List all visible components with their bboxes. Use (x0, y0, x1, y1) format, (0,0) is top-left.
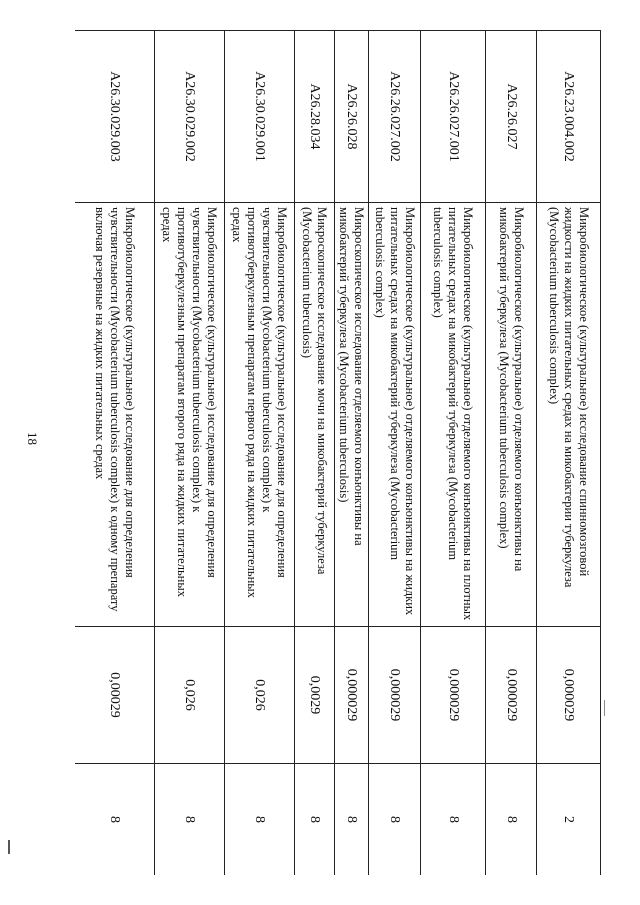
service-description-cell: Микробиологическое (культуральное) отделяемого конъюнктивы на микобактерий туберкулеза (Mycobacterium tuberculosis complex) (486, 203, 537, 627)
service-code-cell: A26.30.029.003 (75, 31, 155, 203)
multiplicity-cell: 8 (155, 764, 225, 876)
scan-mark (8, 840, 10, 854)
service-code-cell: A26.30.029.001 (225, 31, 295, 203)
multiplicity-cell: 8 (335, 764, 369, 876)
multiplicity-cell: 8 (421, 764, 486, 876)
table-row (486, 31, 537, 876)
table-row (369, 31, 421, 876)
page-number: 18 (25, 432, 40, 445)
frequency-cell: 0,000029 (335, 627, 369, 764)
service-description-cell: Микробиологическое (культуральное) исследование спинномозговой жидкости на жидких питательных средах на микобактерии туберкулеза (Mycobacterium tuberculosis complex) (537, 203, 601, 627)
service-description-cell: Микробиологическое (культуральное) отделяемого конъюнктивы на плотных питательных средах на микобактерий туберкулеза (Mycobacterium tuberculosis complex) (421, 203, 486, 627)
service-description-cell: Микроскопическое исследование мочи на микобактерий туберкулеза (Mycobacterium tuberculosis) (295, 203, 335, 627)
service-code-cell: A26.23.004.002 (537, 31, 601, 203)
table-row (225, 31, 295, 876)
scan-mark (604, 700, 605, 716)
multiplicity-cell: 8 (225, 764, 295, 876)
service-code-cell: A26.26.027 (486, 31, 537, 203)
service-code-cell: A26.26.027.002 (369, 31, 421, 203)
multiplicity-cell: 8 (486, 764, 537, 876)
table-row (537, 31, 601, 876)
service-code-cell: A26.30.029.002 (155, 31, 225, 203)
frequency-cell: 0,000029 (421, 627, 486, 764)
table-row (335, 31, 369, 876)
multiplicity-cell: 2 (537, 764, 601, 876)
table-row (155, 31, 225, 876)
multiplicity-cell: 8 (75, 764, 155, 876)
frequency-cell: 0,000029 (369, 627, 421, 764)
service-code-cell: A26.26.027.001 (421, 31, 486, 203)
rotated-table-container (75, 30, 601, 875)
service-description-cell: Микробиологическое (культуральное) исследование для определения чувствительности (Mycobacterium tuberculosis complex) к противотуберкулезным препаратам первого ряда на жидких питательных средах (225, 203, 295, 627)
frequency-cell: 0,000029 (537, 627, 601, 764)
frequency-cell: 0,0029 (295, 627, 335, 764)
table-row (295, 31, 335, 876)
service-description-cell: Микроскопическое исследование отделяемого конъюнктивы на микобактерий туберкулеза (Mycobacterium tuberculosis) (335, 203, 369, 627)
service-code-cell: A26.26.028 (335, 31, 369, 203)
multiplicity-cell: 8 (369, 764, 421, 876)
multiplicity-cell: 8 (295, 764, 335, 876)
frequency-cell: 0,00029 (75, 627, 155, 764)
table-row (75, 31, 155, 876)
frequency-cell: 0,000029 (486, 627, 537, 764)
service-description-cell: Микробиологическое (культуральное) исследование для определения чувствительности (Mycobacterium tuberculosis complex) к противотуберкулезным препаратам второго ряда на жидких питательных средах (155, 203, 225, 627)
table-row (421, 31, 486, 876)
service-description-cell: Микробиологическое (культуральное) отделяемого конъюнктивы на жидких питательных средах на микобактерий туберкулеза (Mycobacterium tuberculosis complex) (369, 203, 421, 627)
table-body (75, 31, 601, 876)
services-table (75, 30, 601, 875)
frequency-cell: 0,026 (225, 627, 295, 764)
service-code-cell: A26.28.034 (295, 31, 335, 203)
service-description-cell: Микробиологическое (культуральное) исследование для определения чувствительности (Mycobacterium tuberculosis complex) к одному препарату включая резервные на жидких питательных средах (75, 203, 155, 627)
frequency-cell: 0,026 (155, 627, 225, 764)
